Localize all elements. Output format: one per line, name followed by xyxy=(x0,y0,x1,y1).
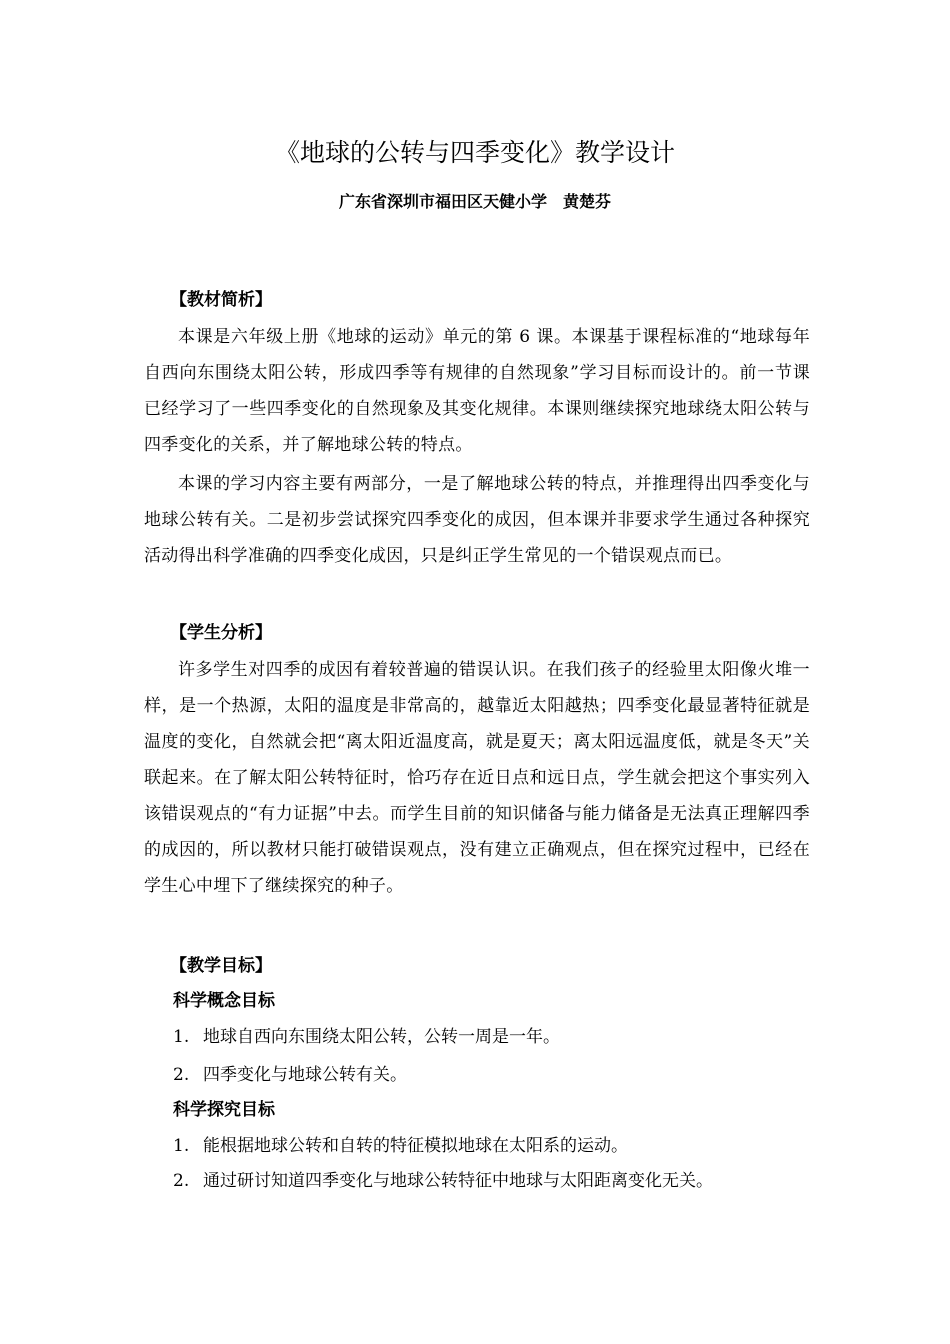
section-heading-goals: 【教学目标】 xyxy=(170,956,272,976)
list-item-text: 能根据地球公转和自转的特征模拟地球在太阳系的运动。 xyxy=(203,1136,628,1156)
textbook-paragraph-2: 本课的学习内容主要有两部分，一是了解地球公转的特点，并推理得出四季变化与地球公转有关。二是初步尝试探究四季变化的成因，但本课并非要求学生通过各种探究活动得出科学准确的四季变化成因，只是纠正学生常见的一个错误观点而已。 xyxy=(144,474,810,566)
concept-goals-title: 科学概念目标 xyxy=(173,991,275,1011)
list-item-number: 1. xyxy=(173,1027,190,1047)
section-heading-textbook: 【教材简析】 xyxy=(170,290,272,310)
list-item-text: 通过研讨知道四季变化与地球公转特征中地球与太阳距离变化无关。 xyxy=(203,1171,713,1191)
list-item-number: 1. xyxy=(173,1136,190,1156)
document-title: 《地球的公转与四季变化》教学设计 xyxy=(274,138,675,167)
students-paragraph: 许多学生对四季的成因有着较普遍的错误认识。在我们孩子的经验里太阳像火堆一样，是一个热源，太阳的温度是非常高的，越靠近太阳越热；四季变化最显著特征就是温度的变化，自然就会把“离太阳近温度高，就是夏天；离太阳远温度低，就是冬天”关联起来。在了解太阳公转特征时，恰巧存在近日点和远日点，学生就会把这个事实列入该错误观点的“有力证据”中去。而学生目前的知识储备与能力储备是无法真正理解四季的成因的，所以教材只能打破错误观点，没有建立正确观点，但在探究过程中，已经在学生心中埋下了继续探究的种子。 xyxy=(144,660,810,896)
list-item-text: 四季变化与地球公转有关。 xyxy=(203,1065,407,1085)
list-item-number: 2. xyxy=(173,1171,190,1191)
textbook-paragraph-1: 本课是六年级上册《地球的运动》单元的第 6 课。本课基于课程标准的“地球每年自西向东围绕太阳公转，形成四季等有规律的自然现象”学习目标而设计的。前一节课已经学习了一些四季变化的自然现象及其变化规律。本课则继续探究地球绕太阳公转与四季变化的关系，并了解地球公转的特点。 xyxy=(144,327,810,455)
list-item xyxy=(173,1024,813,1050)
list-item xyxy=(173,1133,813,1159)
list-item xyxy=(173,1168,813,1194)
list-item-number: 2. xyxy=(173,1065,190,1085)
author-line: 广东省深圳市福田区天健小学 黄楚芬 xyxy=(338,192,611,211)
list-item xyxy=(173,1062,813,1088)
list-item-text: 地球自西向东围绕太阳公转，公转一周是一年。 xyxy=(203,1027,560,1047)
section-heading-students: 【学生分析】 xyxy=(170,623,272,643)
inquiry-goals-title: 科学探究目标 xyxy=(173,1100,275,1120)
